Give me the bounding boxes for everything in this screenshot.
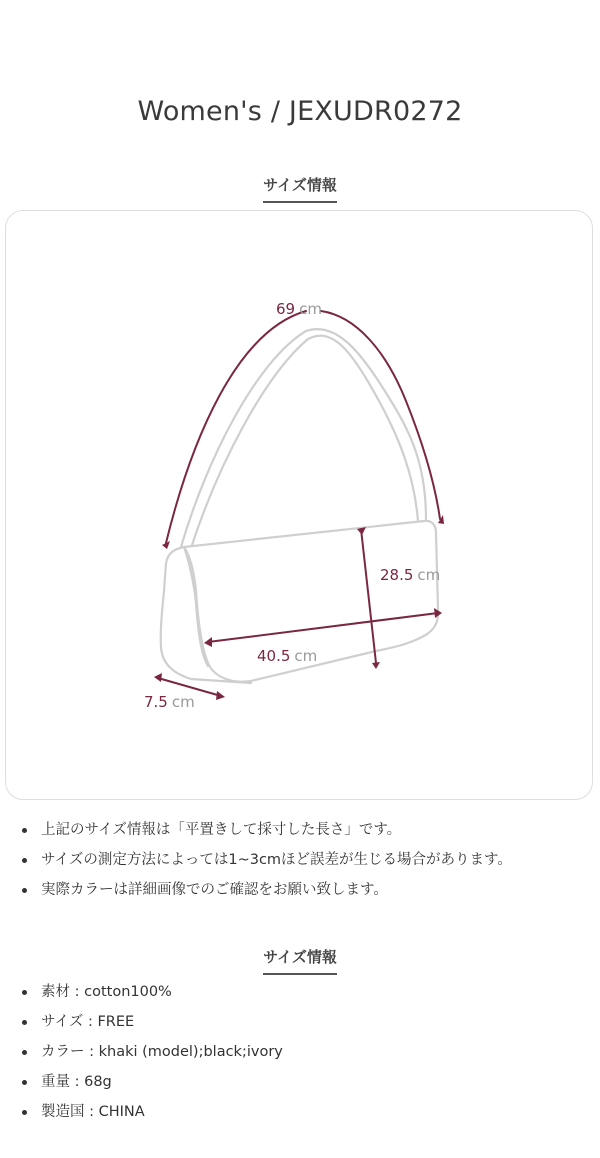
strap-length-unit: cm: [299, 300, 322, 318]
spec-heading-label: サイズ情報: [263, 946, 337, 975]
height-unit: cm: [417, 566, 441, 584]
product-title: Women's / JEXUDR0272: [137, 96, 463, 127]
size-info-heading: [0, 174, 600, 203]
spec-color: カラー : khaki (model);black;ivory: [20, 1037, 590, 1067]
size-diagram: [5, 210, 593, 800]
width-label: [257, 647, 317, 665]
spec-list: [20, 977, 590, 1127]
height-label: [380, 566, 440, 584]
depth-label: [144, 693, 195, 711]
note-item: サイズの測定方法によっては1~3cmほど誤差が生じる場合があります。: [20, 845, 590, 875]
strap-length-value: 69: [276, 300, 296, 318]
height-value: 28.5: [380, 566, 414, 584]
depth-unit: cm: [171, 693, 195, 711]
spec-origin: 製造国 : CHINA: [20, 1097, 590, 1127]
depth-value: 7.5: [144, 693, 168, 711]
spec-weight: 重量 : 68g: [20, 1067, 590, 1097]
width-unit: cm: [294, 647, 318, 665]
strap-length-label: [276, 300, 322, 318]
strap-measure-line-left: [166, 311, 306, 543]
spec-material: 素材 : cotton100%: [20, 977, 590, 1007]
bag-illustration: [6, 211, 594, 801]
size-notes-list: [20, 815, 590, 905]
spec-size: サイズ : FREE: [20, 1007, 590, 1037]
size-info-heading-label: サイズ情報: [263, 174, 337, 203]
note-item: 上記のサイズ情報は「平置きして採寸した長さ」です。: [20, 815, 590, 845]
note-item: 実際カラーは詳細画像でのご確認をお願い致します。: [20, 875, 590, 905]
spec-heading: [0, 946, 600, 975]
width-measure-line: [208, 613, 438, 642]
height-measure-line: [361, 529, 376, 663]
width-value: 40.5: [257, 647, 291, 665]
